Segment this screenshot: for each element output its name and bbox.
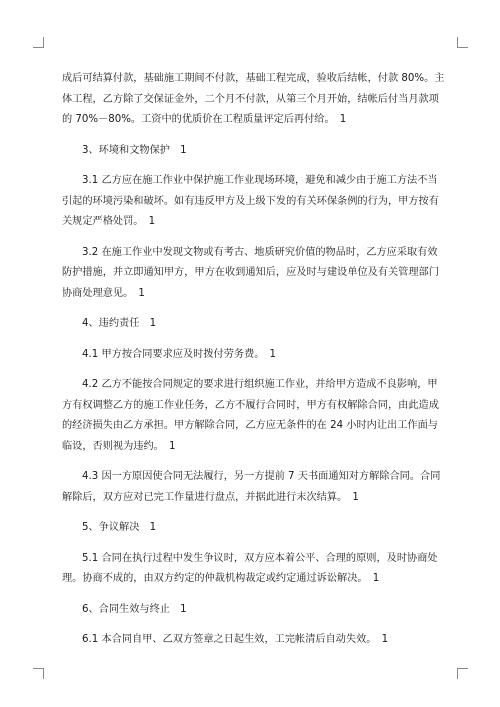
text-line: 方有权调整乙方的施工作业任务，乙方不履行合同时，甲方有权解除合同，由此造成 [62,399,439,411]
document-body [62,69,445,651]
text-line: 理。协商不成的，由双方约定的仲裁机构裁定或约定通过诉讼解决。 1 [62,573,380,585]
text-line: 5、争议解决 1 [82,522,157,534]
text-line: 的 70%－80%。工资中的优质价在工程质量评定后再付给。 1 [62,114,347,126]
text-line: 4.3 因一方原因使合同无法履行，另一方提前 7 天书面通知对方解除合同。合同 [82,471,441,483]
text-line: 关规定严格处罚。 1 [62,216,156,228]
text-line: 引起的环境污染和破坏。如有违反甲方及上级下发的有关环保条例的行为，甲方按有 [62,195,439,207]
text-line: 体工程，乙方除了交保证金外，二个月不付款，从第三个月开始，结帐后付当月款项 [62,93,439,105]
text-line: 防护措施，并立即通知甲方，甲方在收到通知后，应及时与建设单位及有关管理部门 [62,267,439,279]
text-line: 成后可结算付款，基础施工期间不付款，基础工程完成，验收后结帐，付款 80%。主 [62,73,445,84]
text-line: 协商处理意见。 1 [62,288,145,300]
text-line: 3.2 在施工作业中发现文物或有考古、地质研究价值的物品时，乙方应采取有效 [82,246,438,258]
text-line: 6.1 本合同自甲、乙双方签章之日起生效，工完帐清后自动失效。 1 [82,634,389,645]
text-line: 4、违约责任 1 [82,318,157,330]
text-line: 6、合同生效与终止 1 [82,603,187,615]
crop-mark-top-left [33,37,44,48]
crop-mark-top-right [457,37,468,48]
text-line: 解除后，双方应对已完工作量进行盘点，并据此进行末次结算。 1 [62,492,359,504]
text-line: 3.1 乙方应在施工作业中保护施工作业现场环境，避免和减少由于施工方法不当 [82,175,438,186]
crop-mark-bottom-right [457,668,468,679]
text-line: 4.1 甲方按合同要求应及时拨付劳务费。 1 [82,348,277,360]
text-line: 5.1 合同在执行过程中发生争议时，双方应本着公平、合理的原则，及时协商处 [82,552,438,564]
text-line: 的经济损失由乙方承担。甲方解除合同，乙方应无条件的在 24 小时内让出工作面与 [62,420,438,432]
text-line: 临设，否则视为违约。 1 [62,441,176,453]
text-line: 3、环境和文物保护 1 [82,144,187,156]
crop-mark-bottom-left [33,668,44,679]
text-line: 4.2 乙方不能按合同规定的要求进行组织施工作业，并给甲方造成不良影响，甲 [82,379,438,390]
